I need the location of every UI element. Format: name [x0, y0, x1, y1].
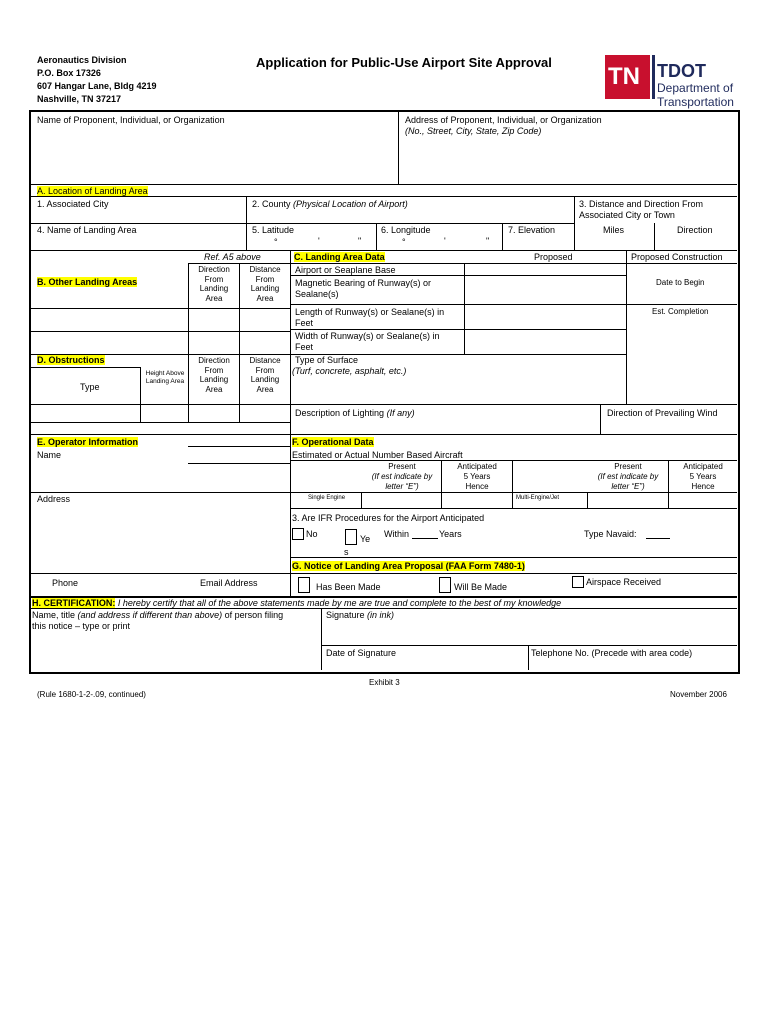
divider	[30, 573, 290, 574]
b-distance-header: Distance From Landing Area	[249, 265, 281, 303]
navaid-line[interactable]	[646, 538, 670, 539]
divider	[188, 463, 290, 464]
divider	[290, 492, 737, 493]
present-label: Present	[388, 462, 416, 471]
divider	[30, 422, 290, 423]
exhibit-label: Exhibit 3	[369, 678, 400, 687]
d-height-header: Height Above Landing Area	[145, 370, 185, 386]
anticipated-label-2: 5 Years	[689, 472, 717, 481]
lon-minutes-mark: '	[444, 236, 446, 246]
divider	[30, 434, 737, 435]
divider	[600, 404, 601, 434]
divider	[140, 367, 141, 422]
division-name: Aeronautics Division	[37, 55, 127, 65]
present-hint-1: (If est indicate by	[597, 472, 659, 481]
direction-label: Direction	[677, 225, 713, 235]
divider	[30, 492, 290, 493]
anticipated-label-3: Hence	[691, 482, 715, 491]
proposed-construction-header: Proposed Construction	[631, 252, 723, 262]
section-d-heading: D. Obstructions	[37, 355, 105, 365]
prevailing-wind-label: Direction of Prevailing Wind	[607, 408, 718, 418]
b-direction-header: Direction From Landing Area	[198, 265, 230, 303]
multi-anticipated-header	[669, 462, 737, 492]
divider	[587, 492, 588, 508]
section-a-heading: A. Location of Landing Area	[37, 186, 148, 196]
divider	[398, 111, 399, 184]
divider	[30, 331, 290, 332]
street-address: 607 Hangar Lane, Bldg 4219	[37, 81, 157, 91]
multi-present-header	[588, 462, 668, 492]
based-aircraft-label: Estimated or Actual Number Based Aircraft	[292, 450, 463, 460]
distance-label-2: Associated City or Town	[579, 210, 675, 220]
divider	[574, 196, 575, 250]
divider	[188, 354, 189, 422]
within-label: Within	[384, 529, 410, 539]
section-c-heading: C. Landing Area Data	[294, 252, 385, 262]
operator-email-label: Email Address	[200, 578, 258, 588]
section-f-heading: F. Operational Data	[292, 437, 374, 447]
d-type-header: Type	[80, 382, 100, 392]
runway-length-label-2: Feet	[295, 318, 314, 328]
certification-heading: H. CERTIFICATION:	[32, 598, 116, 608]
latitude-label: 5. Latitude	[252, 225, 295, 235]
proponent-name-label: Name of Proponent, Individual, or Organization	[37, 115, 225, 125]
ifr-yes-label: Ye	[360, 534, 371, 544]
airport-or-seaplane-label: Airport or Seaplane Base	[295, 265, 396, 275]
divider	[188, 446, 290, 447]
present-hint-2: letter “E”)	[611, 482, 645, 491]
divider	[321, 608, 322, 670]
divider	[290, 329, 626, 330]
elevation-label: 7. Elevation	[508, 225, 556, 235]
signature-label-text: Signature	[326, 610, 365, 620]
divider	[626, 250, 627, 404]
d-direction-header: Direction From Landing Area	[198, 356, 230, 394]
date-to-begin-label: Date to Begin	[656, 278, 705, 287]
po-box: P.O. Box 17326	[37, 68, 101, 78]
logo-dept-line1: Department of	[657, 81, 734, 95]
section-e-heading: E. Operator Information	[37, 437, 139, 447]
ifr-no-label: No	[306, 529, 318, 539]
notice-will-be-made-label: Will Be Made	[454, 582, 508, 592]
divider	[528, 645, 529, 670]
present-label: Present	[614, 462, 642, 471]
divider	[30, 223, 574, 224]
divider	[290, 460, 737, 461]
ifr-question-label: 3. Are IFR Procedures for the Airport Anticipated	[292, 513, 485, 523]
notice-will-be-made-checkbox[interactable]	[439, 577, 451, 593]
divider	[290, 250, 291, 434]
d-distance-header: Distance From Landing Area	[249, 356, 281, 394]
lon-degrees-mark: °	[402, 237, 406, 247]
tn-logo-block	[605, 55, 650, 99]
divider	[30, 184, 737, 185]
divider	[30, 250, 737, 251]
present-hint-1: (If est indicate by	[371, 472, 433, 481]
surface-type-label: Type of Surface	[295, 355, 359, 365]
magnetic-bearing-label-1: Magnetic Bearing of Runway(s) or	[295, 278, 432, 288]
proposed-header: Proposed	[534, 252, 573, 262]
within-years-line[interactable]	[412, 538, 438, 539]
revision-date-label: November 2006	[670, 690, 727, 699]
tdot-logo-text: TDOT	[657, 61, 706, 81]
notice-been-made-checkbox[interactable]	[298, 577, 310, 593]
county-label	[252, 199, 408, 209]
telephone-label: Telephone No. (Precede with area code)	[531, 648, 693, 658]
notice-been-made-label: Has Been Made	[316, 582, 381, 592]
multi-engine-label: Multi-Engine/Jet	[516, 495, 560, 501]
filer-name-label-2: this notice – type or print	[32, 621, 131, 631]
certification-line	[32, 598, 561, 608]
divider	[30, 367, 140, 368]
lon-seconds-mark: "	[486, 236, 490, 246]
single-present-header	[362, 462, 442, 492]
divider	[246, 223, 247, 250]
filer-name-hint: (and address if different than above)	[77, 610, 223, 620]
signature-hint: (in ink)	[367, 610, 395, 620]
divider	[502, 223, 503, 250]
lat-minutes-mark: '	[318, 236, 320, 246]
county-label-text: 2. County	[252, 199, 291, 209]
divider	[239, 354, 240, 422]
divider	[30, 308, 290, 309]
operator-name-label: Name	[37, 450, 62, 460]
section-g-heading: G. Notice of Landing Area Proposal (FAA Form 7480-1)	[292, 561, 525, 571]
anticipated-label-2: 5 Years	[463, 472, 491, 481]
divider	[464, 263, 465, 354]
longitude-label: 6. Longitude	[381, 225, 431, 235]
runway-width-label-1: Width of Runway(s) or Sealane(s) in	[295, 331, 440, 341]
ifr-yes-label-wrap: s	[344, 547, 349, 557]
filer-name-suffix: of person filing	[224, 610, 284, 620]
magnetic-bearing-label-2: Sealane(s)	[295, 289, 339, 299]
signature-label	[326, 610, 394, 620]
est-completion-label: Est. Completion	[652, 307, 709, 316]
operator-phone-label: Phone	[52, 578, 79, 588]
divider	[246, 196, 247, 223]
tdot-logo	[605, 55, 737, 110]
divider	[290, 275, 626, 276]
single-engine-label: Single Engine	[308, 495, 346, 501]
lat-seconds-mark: "	[358, 236, 362, 246]
airspace-received-checkbox[interactable]	[572, 576, 584, 588]
proponent-address-label: Address of Proponent, Individual, or Organization	[405, 115, 602, 125]
divider	[512, 460, 513, 508]
lighting-hint: (If any)	[386, 408, 415, 418]
certification-statement: I hereby certify that all of the above statements made by me are true and complete to the best of my knowledge	[117, 598, 562, 608]
logo-dept-line2: Transportation	[657, 95, 734, 109]
operator-address-label: Address	[37, 494, 71, 504]
runway-width-label-2: Feet	[295, 342, 314, 352]
logo-bar	[652, 55, 655, 99]
present-hint-2: letter “E”)	[385, 482, 419, 491]
proponent-address-hint: (No., Street, City, State, Zip Code)	[405, 126, 542, 136]
lighting-label-text: Description of Lighting	[295, 408, 385, 418]
section-b-heading: B. Other Landing Areas	[37, 277, 138, 287]
city-state-zip: Nashville, TN 37217	[37, 94, 122, 104]
filer-name-label	[32, 610, 283, 620]
filer-name-prefix: Name, title	[32, 610, 76, 620]
navaid-label: Type Navaid:	[584, 529, 637, 539]
divider	[30, 608, 737, 609]
miles-label: Miles	[603, 225, 625, 235]
divider	[290, 508, 737, 509]
runway-length-label-1: Length of Runway(s) or Sealane(s) in	[295, 307, 445, 317]
airspace-received-label: Airspace Received	[586, 577, 662, 587]
associated-city-label: 1. Associated City	[37, 199, 109, 209]
divider	[30, 404, 290, 405]
divider	[321, 645, 737, 646]
divider	[654, 223, 655, 250]
divider	[361, 492, 362, 508]
divider	[376, 223, 377, 250]
divider	[290, 557, 737, 558]
distance-label-1: 3. Distance and Direction From	[579, 199, 704, 209]
divider	[290, 304, 737, 305]
ref-a5-label: Ref. A5 above	[204, 252, 261, 262]
lat-degrees-mark: °	[274, 237, 278, 247]
divider	[290, 263, 737, 264]
landing-area-name-label: 4. Name of Landing Area	[37, 225, 137, 235]
anticipated-label-1: Anticipated	[683, 462, 723, 471]
tn-logo-text: TN	[608, 63, 640, 90]
anticipated-label-3: Hence	[465, 482, 489, 491]
ifr-yes-checkbox[interactable]	[345, 529, 357, 545]
years-label: Years	[439, 529, 462, 539]
rule-label: (Rule 1680-1-2-.09, continued)	[37, 690, 146, 699]
lighting-label	[295, 408, 415, 418]
anticipated-label-1: Anticipated	[457, 462, 497, 471]
single-anticipated-header	[442, 462, 512, 492]
divider	[290, 573, 737, 574]
ifr-no-checkbox[interactable]	[292, 528, 304, 540]
divider	[30, 196, 737, 197]
surface-type-hint: (Turf, concrete, asphalt, etc.)	[292, 366, 407, 376]
form-title: Application for Public-Use Airport Site Approval	[256, 55, 552, 70]
signature-date-label: Date of Signature	[326, 648, 397, 658]
county-hint: (Physical Location of Airport)	[293, 199, 408, 209]
divider	[290, 404, 737, 405]
